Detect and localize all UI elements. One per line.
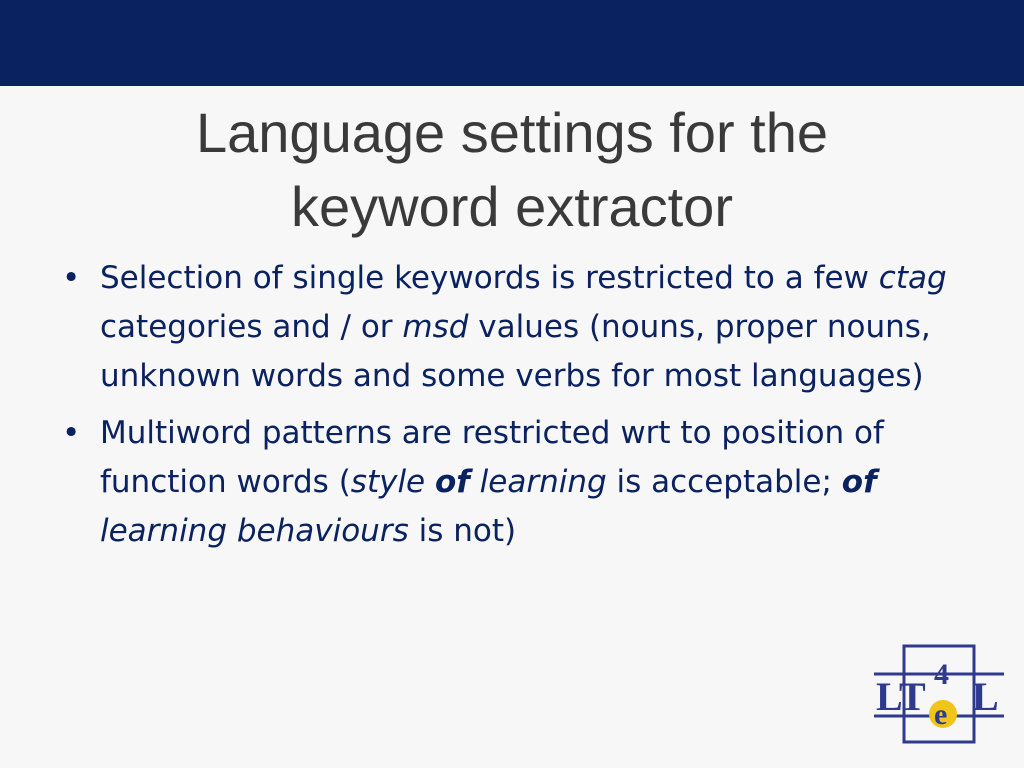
- slide-title-line-1: Language settings for the: [195, 101, 829, 164]
- bullet-text-segment: categories and / or: [100, 309, 403, 345]
- bullet-text-segment: style: [350, 464, 435, 500]
- bullet-text-segment: ctag: [878, 260, 947, 296]
- logo-digit: 4: [934, 658, 949, 691]
- logo-letter-right: L: [972, 674, 999, 719]
- bullet-text-segment: is not): [408, 513, 517, 549]
- logo-letters-left: LT: [876, 674, 926, 719]
- bullet-list: [62, 254, 982, 564]
- bullet-marker: •: [62, 415, 81, 451]
- bullet-text-segment: learning: [469, 464, 607, 500]
- slide-title-line-2: keyword extractor: [291, 175, 733, 238]
- bullet-text-segment: of: [435, 464, 470, 500]
- bullet-text-segment: of: [841, 464, 877, 500]
- slide-title: [0, 96, 1024, 244]
- lt4el-logo-icon: [872, 640, 1006, 748]
- bullet-item-2: [62, 409, 982, 556]
- logo-letter-e: e: [934, 698, 948, 731]
- bullet-text-segment: msd: [402, 309, 469, 345]
- bullet-text-segment: learning behaviours: [100, 513, 409, 549]
- bullet-marker: •: [62, 260, 81, 296]
- bullet-text-segment: Multiword patterns are restricted wrt to position of function words (: [100, 415, 884, 500]
- bullet-text-segment: values (nouns, proper nouns, unknown words and some verbs for most languages): [100, 309, 931, 394]
- bullet-text-segment: Selection of single keywords is restricted to a few: [100, 260, 879, 296]
- bullet-text-segment: is acceptable;: [606, 464, 842, 500]
- bullet-text: [100, 415, 884, 549]
- bullet-text: [100, 260, 947, 394]
- header-bar: [0, 0, 1024, 86]
- bullet-item-1: [62, 254, 982, 401]
